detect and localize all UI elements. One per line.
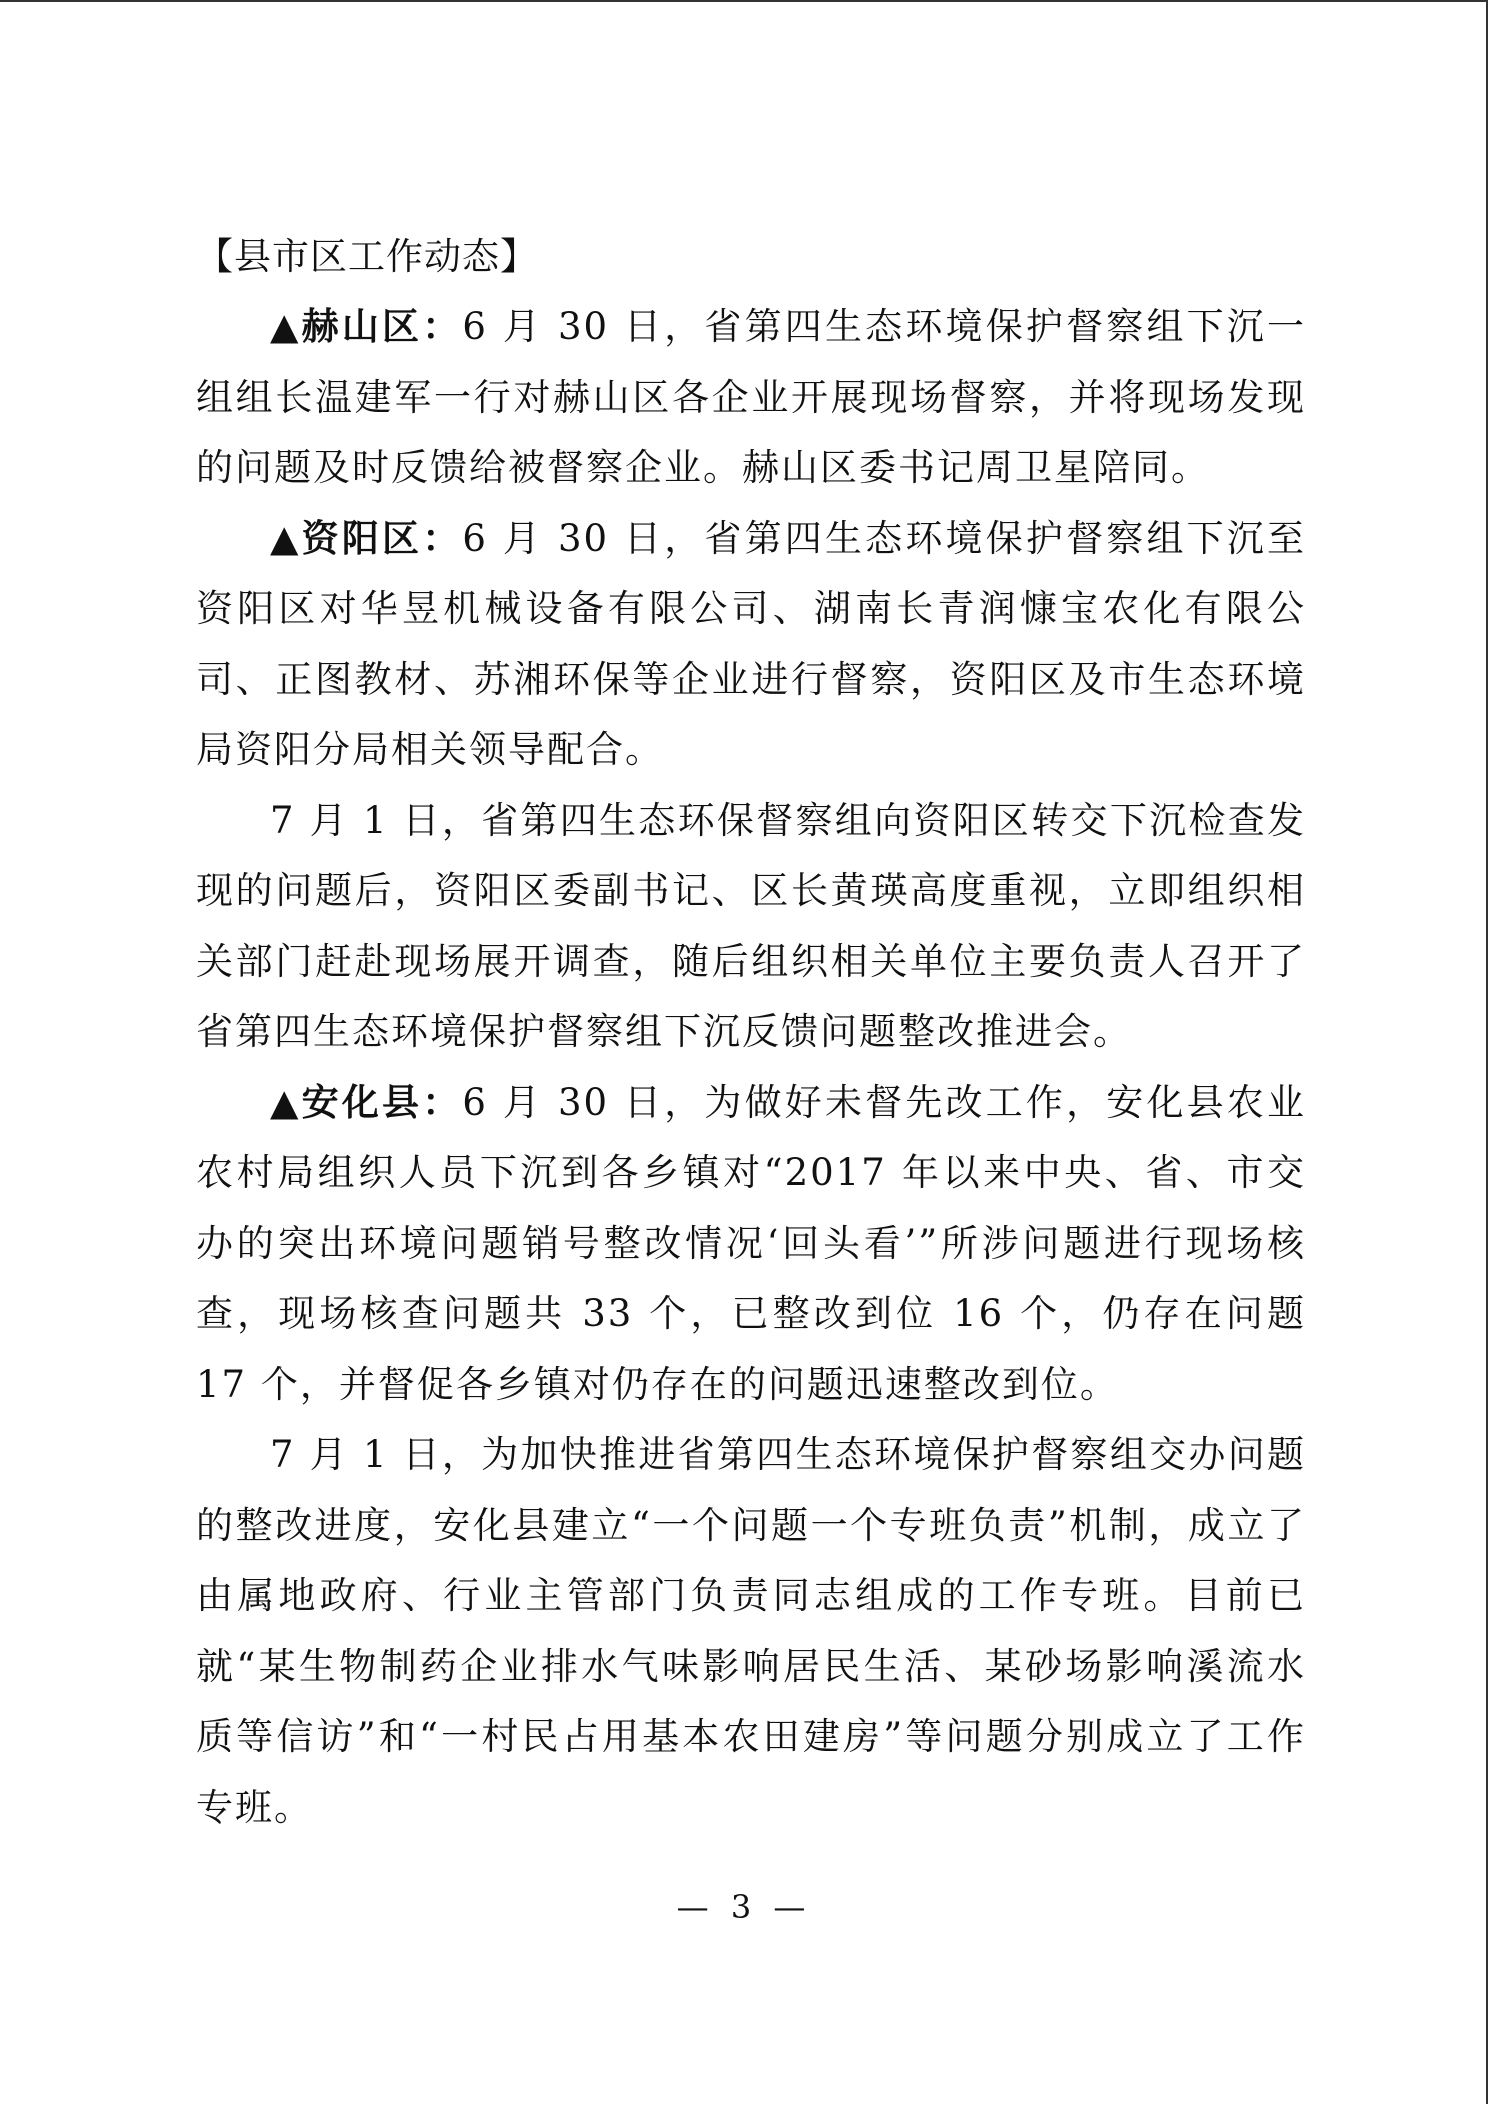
paragraph-ziyang-followup — [196, 786, 1306, 1068]
region-tag-ziyang: ▲资阳区： — [270, 516, 463, 560]
section-heading: 【县市区工作动态】 — [196, 235, 538, 278]
paragraph-text: 6 月 30 日，为做好未督先改工作，安化县农业农村局组织人员下沉到各乡镇对“2017 年以来中央、省、市交办的突出环境问题销号整改情况‘回头看’”所涉问题进行现场核查，现场核查问题共 33 个，已整改到位 16 个，仍存在问题 17 个，并督促各乡镇对仍存在的问题迅速整改到位。 — [196, 1080, 1306, 1406]
paragraph-text: 6 月 30 日，省第四生态环境保护督察组下沉至资阳区对华昱机械设备有限公司、湖南长青润慷宝农化有限公司、正图教材、苏湘环保等企业进行督察，资阳区及市生态环境局资阳分局相关领导配合。 — [196, 516, 1306, 771]
page-number: — 3 — — [676, 1888, 812, 1926]
paragraph-text: 7 月 1 日，省第四生态环保督察组向资阳区转交下沉检查发现的问题后，资阳区委副书记、区长黄瑛高度重视，立即组织相关部门赶赴现场展开调查，随后组织相关单位主要负责人召开了省第四生态环境保护督察组下沉反馈问题整改推进会。 — [196, 798, 1306, 1053]
region-tag-anhua: ▲安化县： — [270, 1080, 463, 1124]
document-body — [196, 222, 1306, 1843]
paragraph-anhua-followup — [196, 1420, 1306, 1843]
paragraph-heshan — [196, 292, 1306, 504]
paragraph-text: 7 月 1 日，为加快推进省第四生态环境保护督察组交办问题的整改进度，安化县建立“一个问题一个专班负责”机制，成立了由属地政府、行业主管部门负责同志组成的工作专班。目前已就“某生物制药企业排水气味影响居民生活、某砂场影响溪流水质等信访”和“一村民占用基本农田建房”等问题分别成立了工作专班。 — [196, 1433, 1306, 1829]
page-border-top — [0, 0, 1488, 2]
paragraph-text: 6 月 30 日，省第四生态环境保护督察组下沉一组组长温建军一行对赫山区各企业开展现场督察，并将现场发现的问题及时反馈给被督察企业。赫山区委书记周卫星陪同。 — [196, 305, 1306, 489]
region-tag-heshan: ▲赫山区： — [270, 305, 463, 348]
paragraph-anhua — [196, 1068, 1306, 1421]
paragraph-ziyang — [196, 504, 1306, 786]
